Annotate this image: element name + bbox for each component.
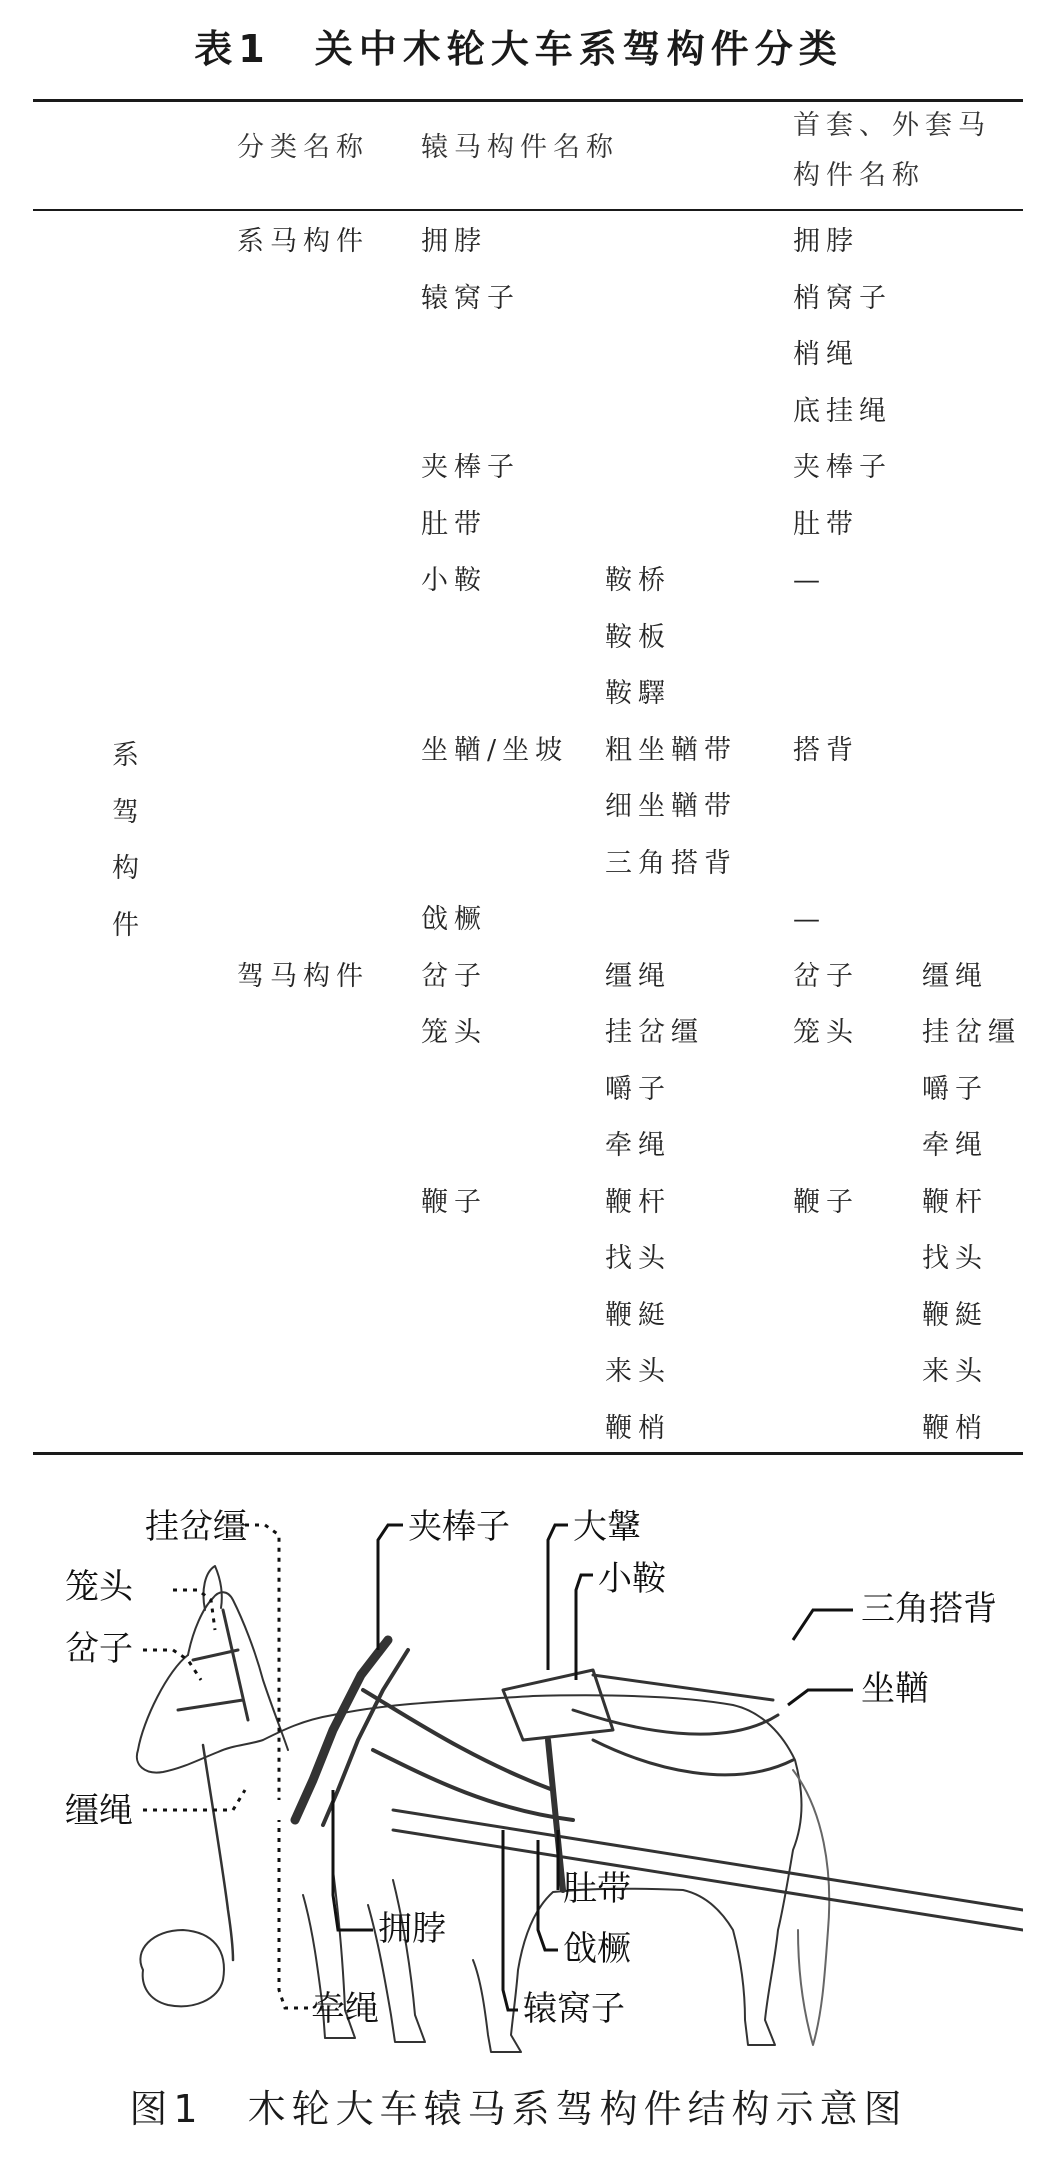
leader-cha-zi — [143, 1650, 201, 1680]
label-san-jiao-da-bei: 三角搭背 — [861, 1589, 997, 1629]
cell-lead-part: 梢绳 — [793, 339, 859, 370]
cell-lead-part: 肚带 — [793, 508, 859, 540]
leader-long-tou — [173, 1590, 215, 1630]
cell-lead-sub-part: 挂岔缰 — [922, 1017, 1021, 1048]
bridle — [178, 1610, 248, 1720]
label-cha-zi: 岔子 — [65, 1629, 133, 1669]
traces — [363, 1690, 573, 1820]
horse-ear — [203, 1566, 221, 1610]
leader-da-pan — [548, 1525, 568, 1670]
cell-sub-part: 缰绳 — [605, 960, 671, 992]
cell-lead-part: 笼头 — [793, 1017, 859, 1048]
label-jia-bang-zi: 夹棒子 — [408, 1507, 510, 1547]
cell-sub-part: 鞭杆 — [605, 1186, 671, 1218]
cell-part: 笼头 — [421, 1017, 487, 1048]
stone — [140, 1930, 224, 2006]
cell-sub-part: 来头 — [605, 1356, 671, 1387]
cell-sub-part: 找头 — [605, 1243, 671, 1274]
header-lead-horse-line2: 构件名称 — [793, 160, 925, 191]
horse-outline — [137, 1655, 802, 2052]
label-qiang-jue: 戗橛 — [563, 1929, 631, 1969]
cell-part: 辕窝子 — [421, 282, 520, 314]
leader-yuan-wo-zi — [503, 1830, 518, 2010]
cell-lead-sub-part: 鞭梢 — [922, 1412, 988, 1444]
cell-lead-sub-part: 嚼子 — [922, 1073, 988, 1105]
figure-caption: 图1 木轮大车辕马系驾构件结构示意图 — [129, 2087, 908, 2131]
leader-zuo-qiu — [788, 1690, 853, 1705]
cell-part: 鞭子 — [421, 1186, 487, 1218]
collar — [295, 1640, 388, 1820]
label-da-pan: 大鞶 — [573, 1507, 641, 1547]
harness-figure — [33, 1490, 1023, 2090]
table-top-rule — [33, 99, 1023, 102]
leader-yong-bo — [333, 1790, 373, 1930]
table-title: 表1 关中木轮大车系驾构件分类 — [194, 27, 843, 71]
cell-sub-part: 鞍桥 — [605, 565, 671, 596]
cell-part: 夹棒子 — [421, 452, 520, 483]
cell-category: 系马构件 — [237, 226, 369, 257]
label-yuan-wo-zi: 辕窝子 — [523, 1989, 625, 2029]
label-du-dai: 肚带 — [563, 1869, 631, 1909]
header-shaft-horse: 辕马构件名称 — [421, 132, 619, 163]
cell-lead-sub-part: 牵绳 — [922, 1130, 988, 1161]
cell-sub-part: 鞭梢 — [605, 1412, 671, 1444]
leader-gua-cha-jiang — [245, 1525, 279, 1800]
cell-sub-part: 鞍板 — [605, 621, 671, 653]
cell-sub-part: 细坐鞧带 — [605, 791, 737, 822]
cell-part: 坐鞧/坐坡 — [421, 734, 569, 766]
cell-sub-part: 鞍驛 — [605, 678, 671, 709]
leader-jia-bang-zi — [378, 1525, 403, 1650]
side-label-char: 系 — [112, 740, 139, 771]
cell-lead-sub-part: 缰绳 — [922, 960, 988, 992]
label-xiao-an: 小鞍 — [598, 1559, 666, 1599]
cell-sub-part: 牵绳 — [605, 1130, 671, 1161]
cell-lead-part: 岔子 — [793, 960, 859, 992]
cell-sub-part: 三角搭背 — [605, 847, 737, 879]
cell-lead-sub-part: 鞭綎 — [922, 1299, 988, 1331]
cell-sub-part: 嚼子 — [605, 1073, 671, 1105]
horse-tail — [793, 1770, 829, 2045]
rein — [203, 1745, 233, 1960]
side-label-char: 构 — [112, 853, 139, 884]
cell-lead-sub-part: 鞭杆 — [922, 1186, 988, 1218]
label-yong-bo: 拥脖 — [378, 1909, 446, 1949]
header-lead-horse-line1: 首套、外套马 — [793, 110, 991, 141]
cell-part: 拥脖 — [421, 226, 487, 257]
cell-lead-part: — — [793, 565, 826, 596]
leader-san-jiao-da-bei — [793, 1610, 853, 1640]
saddle — [503, 1670, 613, 1740]
label-jiang-sheng: 缰绳 — [65, 1791, 133, 1831]
leader-qian-sheng — [279, 1820, 308, 2008]
header-category: 分类名称 — [237, 132, 369, 163]
cell-part: 戗橛 — [421, 904, 487, 935]
cell-lead-part: 鞭子 — [793, 1186, 859, 1218]
cell-lead-part: 搭背 — [793, 734, 859, 766]
cell-category: 驾马构件 — [237, 960, 369, 992]
cell-lead-sub-part: 来头 — [922, 1356, 988, 1387]
table-bottom-rule — [33, 1452, 1023, 1455]
leader-xiao-an — [576, 1575, 593, 1680]
leader-jiang-sheng — [143, 1790, 245, 1810]
cell-sub-part: 挂岔缰 — [605, 1017, 704, 1048]
side-label-char: 件 — [112, 909, 139, 941]
cell-part: 岔子 — [421, 960, 487, 992]
label-qian-sheng: 牵绳 — [311, 1989, 379, 2029]
cell-lead-part: — — [793, 904, 826, 935]
cell-sub-part: 鞭綎 — [605, 1299, 671, 1331]
breeching — [573, 1710, 793, 1775]
table-header-rule — [33, 209, 1023, 211]
cell-lead-part: 拥脖 — [793, 226, 859, 257]
cell-lead-part: 梢窝子 — [793, 282, 892, 314]
label-zuo-qiu: 坐鞧 — [861, 1669, 929, 1709]
cell-lead-part: 底挂绳 — [793, 395, 892, 427]
cell-lead-sub-part: 找头 — [922, 1243, 988, 1274]
cell-lead-part: 夹棒子 — [793, 452, 892, 483]
cell-part: 肚带 — [421, 508, 487, 540]
side-label-char: 驾 — [112, 796, 139, 828]
cell-sub-part: 粗坐鞧带 — [605, 734, 737, 766]
cell-part: 小鞍 — [421, 565, 487, 596]
shaft — [393, 1810, 1023, 1930]
label-long-tou: 笼头 — [65, 1567, 133, 1607]
label-gua-cha-jiang: 挂岔缰 — [145, 1507, 247, 1547]
